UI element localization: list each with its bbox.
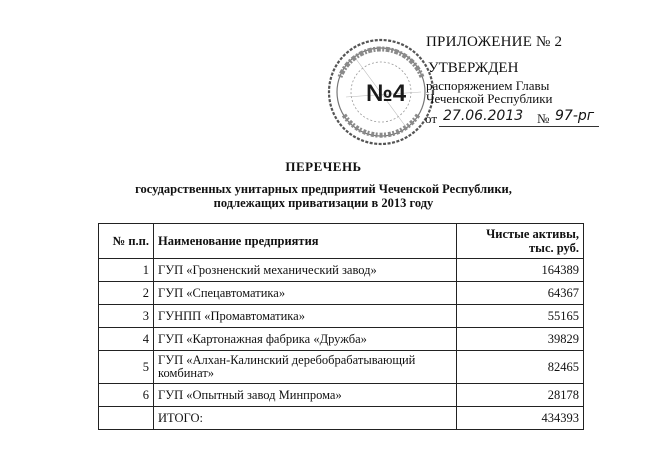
total-value: 434393 <box>457 407 584 430</box>
enterprise-name: ГУП «Алхан-Калинский деребобрабатывающий комбинат» <box>154 351 457 384</box>
row-number: 5 <box>99 351 154 384</box>
header-net-assets <box>457 224 584 259</box>
row-number: 1 <box>99 259 154 282</box>
total-label: ИТОГО: <box>154 407 457 430</box>
enterprise-name: ГУП «Спецавтоматика» <box>154 282 457 305</box>
enterprises-table <box>98 223 584 430</box>
net-assets-value: 164389 <box>457 259 584 282</box>
table-row <box>99 305 584 328</box>
from-label: от <box>425 111 438 126</box>
row-number: 6 <box>99 384 154 407</box>
handwritten-number: 97-рг <box>555 108 595 124</box>
total-empty-cell <box>99 407 154 430</box>
net-assets-value: 28178 <box>457 384 584 407</box>
row-number: 4 <box>99 328 154 351</box>
table-header-row <box>99 224 584 259</box>
net-assets-value: 82465 <box>457 351 584 384</box>
row-number: 3 <box>99 305 154 328</box>
document-subtitle-line-1: государственных унитарных предприятий Чеченской Республики, <box>135 182 512 196</box>
seal-number: №4 <box>366 80 407 107</box>
header-name: Наименование предприятия <box>154 224 457 259</box>
enterprise-name: ГУП «Опытный завод Минпрома» <box>154 384 457 407</box>
table-total-row <box>99 407 584 430</box>
table-row <box>99 384 584 407</box>
document-title: ПЕРЕЧЕНЬ <box>285 159 362 174</box>
row-number: 2 <box>99 282 154 305</box>
header-net-assets-line-1: Чистые активы, <box>486 227 579 241</box>
order-line-2: Чеченской Республики <box>426 91 553 106</box>
order-date-number <box>425 108 615 128</box>
table-row <box>99 328 584 351</box>
handwritten-date: 27.06.2013 <box>443 108 524 124</box>
order-reference <box>426 79 553 105</box>
appendix-label: ПРИЛОЖЕНИЕ № 2 <box>426 34 563 50</box>
net-assets-value: 55165 <box>457 305 584 328</box>
document-subtitle-line-2: подлежащих приватизации в 2013 году <box>213 196 434 210</box>
approved-label: УТВЕРЖДЕН <box>428 60 519 76</box>
header-number: № п.п. <box>99 224 154 259</box>
enterprise-name: ГУП «Картонажная фабрика «Дружба» <box>154 328 457 351</box>
net-assets-value: 64367 <box>457 282 584 305</box>
table-row <box>99 282 584 305</box>
table-row <box>99 351 584 384</box>
net-assets-value: 39829 <box>457 328 584 351</box>
header-net-assets-line-2: тыс. руб. <box>529 241 579 255</box>
enterprise-name: ГУНПП «Промавтоматика» <box>154 305 457 328</box>
order-line-1: распоряжением Главы <box>426 78 550 93</box>
signature-underline <box>439 126 599 127</box>
enterprise-name: ГУП «Грозненский механический завод» <box>154 259 457 282</box>
number-label: № <box>537 111 550 126</box>
table-row <box>99 259 584 282</box>
